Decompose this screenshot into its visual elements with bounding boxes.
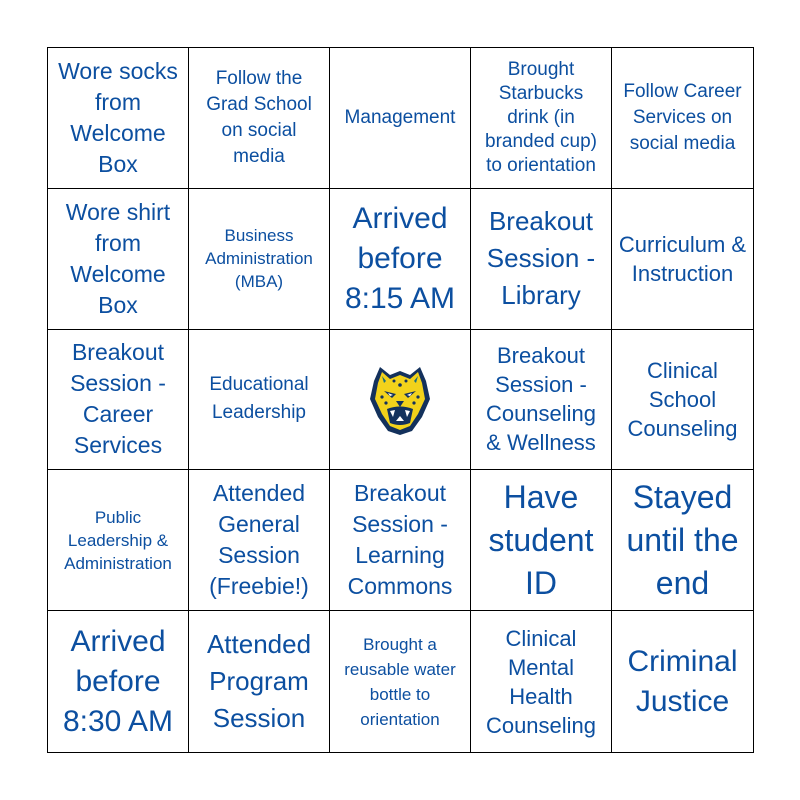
bingo-cell-r4c5[interactable] bbox=[612, 470, 753, 611]
bingo-cell-r4c4[interactable] bbox=[471, 470, 612, 611]
cell-label: Arrived before 8:30 AM bbox=[62, 624, 174, 738]
bingo-cell-r1c5[interactable] bbox=[612, 48, 753, 189]
cell-label: Arrived before 8:15 AM bbox=[344, 201, 456, 315]
bingo-cell-r1c3[interactable] bbox=[330, 48, 471, 189]
bingo-cell-r4c1[interactable] bbox=[48, 470, 189, 611]
cell-label: Business Administration (MBA) bbox=[205, 226, 313, 292]
cell-label: Clinical Mental Health Counseling bbox=[485, 625, 597, 738]
cell-label: Brought a reusable water bottle to orientation bbox=[344, 634, 456, 729]
bingo-cell-r4c3[interactable] bbox=[330, 470, 471, 611]
bingo-cell-r3c2[interactable] bbox=[189, 330, 330, 471]
cell-label: Breakout Session - Library bbox=[486, 206, 596, 311]
cell-label: Wore shirt from Welcome Box bbox=[65, 198, 171, 318]
bingo-cell-r3c5[interactable] bbox=[612, 330, 753, 471]
bingo-cell-r1c1[interactable] bbox=[48, 48, 189, 189]
cell-label: Follow Career Services on social media bbox=[623, 80, 742, 154]
cell-label: Educational Leadership bbox=[209, 374, 309, 424]
bingo-cell-r2c2[interactable] bbox=[189, 189, 330, 330]
bingo-cell-r5c3[interactable] bbox=[330, 611, 471, 752]
cell-label: Criminal Justice bbox=[627, 644, 738, 718]
bingo-board bbox=[47, 47, 754, 753]
bingo-cell-r1c4[interactable] bbox=[471, 48, 612, 189]
bingo-cell-r2c5[interactable] bbox=[612, 189, 753, 330]
cell-label: Brought Starbucks drink (in branded cup) to orientation bbox=[485, 58, 597, 176]
jaguar-mascot-icon bbox=[360, 359, 440, 439]
bingo-cell-r2c4[interactable] bbox=[471, 189, 612, 330]
cell-label: Breakout Session - Learning Commons bbox=[347, 480, 453, 600]
cell-label: Stayed until the end bbox=[626, 478, 739, 601]
bingo-cell-r3c1[interactable] bbox=[48, 330, 189, 471]
bingo-cell-r4c2[interactable] bbox=[189, 470, 330, 611]
cell-label: Have student ID bbox=[488, 478, 594, 601]
bingo-cell-r2c3[interactable] bbox=[330, 189, 471, 330]
bingo-cell-r5c2[interactable] bbox=[189, 611, 330, 752]
bingo-cell-r5c1[interactable] bbox=[48, 611, 189, 752]
cell-label: Attended Program Session bbox=[206, 629, 312, 734]
bingo-cell-r3c4[interactable] bbox=[471, 330, 612, 471]
cell-label: Clinical School Counseling bbox=[627, 357, 738, 441]
cell-label: Management bbox=[344, 106, 456, 128]
free-space[interactable] bbox=[330, 330, 471, 471]
bingo-cell-r5c5[interactable] bbox=[612, 611, 753, 752]
bingo-cell-r2c1[interactable] bbox=[48, 189, 189, 330]
cell-label: Breakout Session - Counseling & Wellness bbox=[485, 343, 597, 456]
cell-label: Attended General Session (Freebie!) bbox=[209, 480, 309, 600]
bingo-cell-r5c4[interactable] bbox=[471, 611, 612, 752]
cell-label: Follow the Grad School on social media bbox=[206, 67, 312, 167]
cell-label: Wore socks from Welcome Box bbox=[58, 57, 178, 177]
cell-label: Public Leadership & Administration bbox=[64, 507, 172, 573]
bingo-cell-r1c2[interactable] bbox=[189, 48, 330, 189]
cell-label: Curriculum & Instruction bbox=[618, 231, 747, 286]
cell-label: Breakout Session - Career Services bbox=[70, 339, 166, 459]
